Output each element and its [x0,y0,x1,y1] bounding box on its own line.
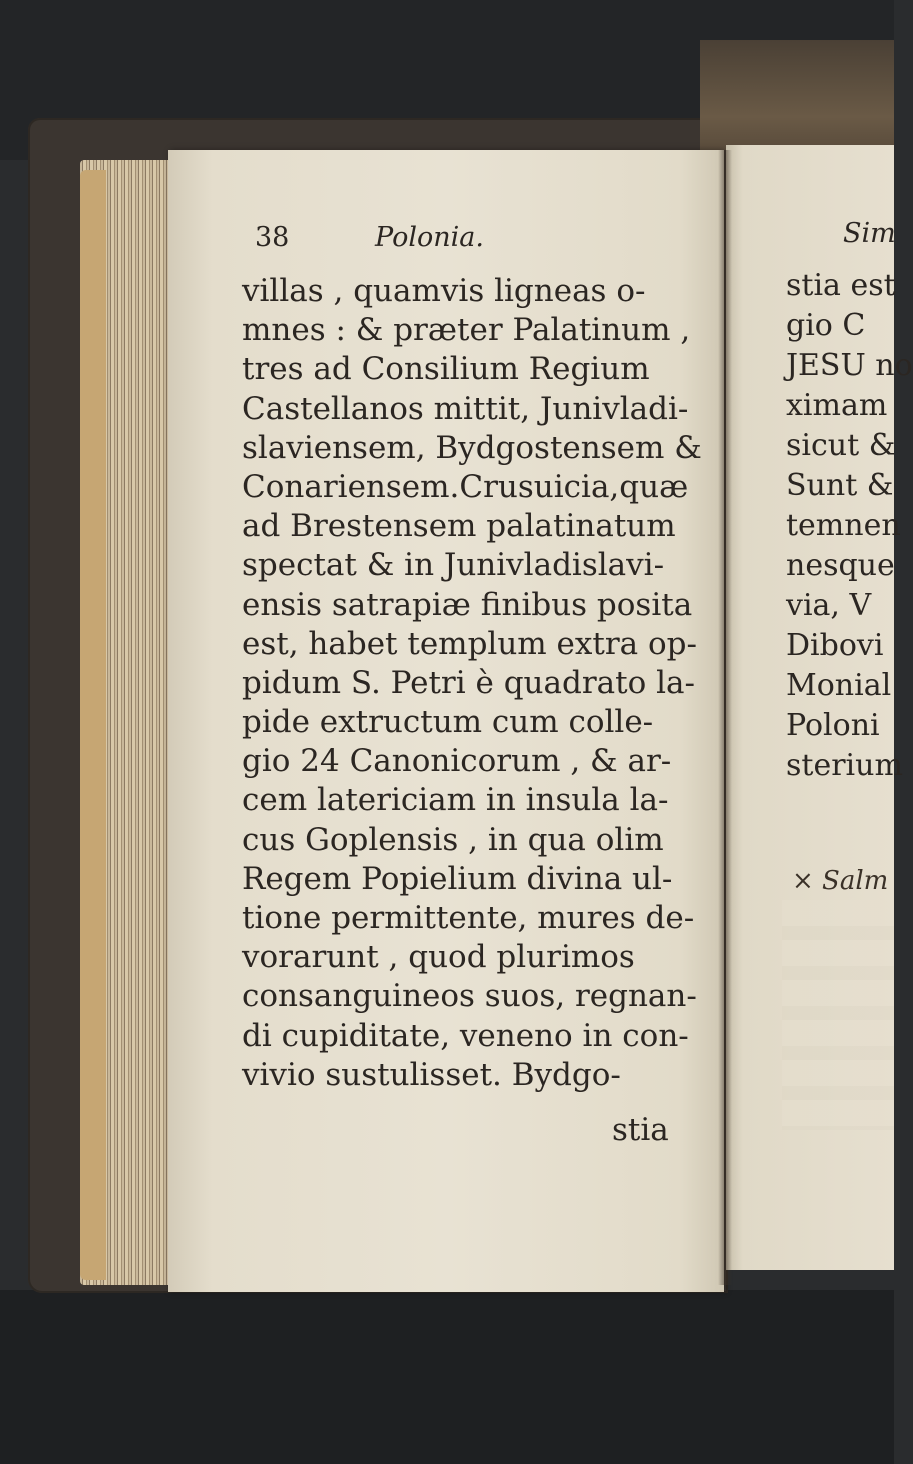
text-line: temnen [786,508,901,543]
background-bottom [0,1290,894,1464]
text-line: vivio sustulisset. Bydgo- [242,1056,621,1093]
show-through-text [782,900,894,1130]
text-line: sterium [786,748,903,783]
text-line: est, habet templum extra op- [242,625,697,662]
text-line: Poloni [786,708,880,743]
text-line: vorarunt , quod plurimos [242,939,635,976]
text-line: mnes : & præter Palatinum , [242,312,691,349]
text-line: sicut & [786,428,896,463]
text-line: cem latericiam in insula la- [242,782,669,819]
text-line: tres ad Consilium Regium [242,351,650,388]
text-line: cus Goplensis , in qua olim [242,821,664,858]
text-line: gio C [786,308,866,343]
right-running-head: Sim [843,218,896,249]
text-line: Conariensem.Crusuicia,quæ [242,468,689,505]
text-line: consanguineos suos, regnan- [242,978,697,1015]
text-line: via, V [786,588,872,623]
text-line: ensis satrapiæ finibus posita [242,586,693,623]
text-line: ximam [786,388,888,423]
text-line: Castellanos mittit, Junivladi- [242,390,689,427]
text-line: pide extructum cum colle- [242,704,654,741]
text-line: pidum S. Petri è quadrato la- [242,664,695,701]
text-line: ad Brestensem palatinatum [242,508,676,545]
book-gutter [718,150,732,1285]
text-line: nesque [786,548,895,583]
book-spine-top [700,40,894,150]
text-line: gio 24 Canonicorum , & ar- [242,743,672,780]
text-line: di cupiditate, veneno in con- [242,1017,689,1054]
right-page-text [786,266,913,786]
text-line: spectat & in Junivladislavi- [242,547,665,584]
page-number: 38 [255,222,290,253]
text-line: stia est [786,268,896,303]
left-page-text [242,272,702,1095]
text-line: tione permittente, mures de- [242,900,695,936]
text-line: slaviensem, Bydgostensem & [242,429,702,466]
page-edges-outer [80,170,106,1280]
running-head [255,222,555,262]
text-line: villas , quamvis ligneas o- [242,273,646,309]
text-line: JESU no [786,348,913,383]
text-line: Dibovi [786,628,884,663]
text-line: Regem Popielium divina ul- [242,860,673,897]
handwritten-note: × Salm [792,866,889,896]
text-line: Monial [786,668,892,703]
text-line: Sunt & [786,468,894,503]
running-title: Polonia. [375,222,484,253]
catchword: stia [612,1112,669,1148]
